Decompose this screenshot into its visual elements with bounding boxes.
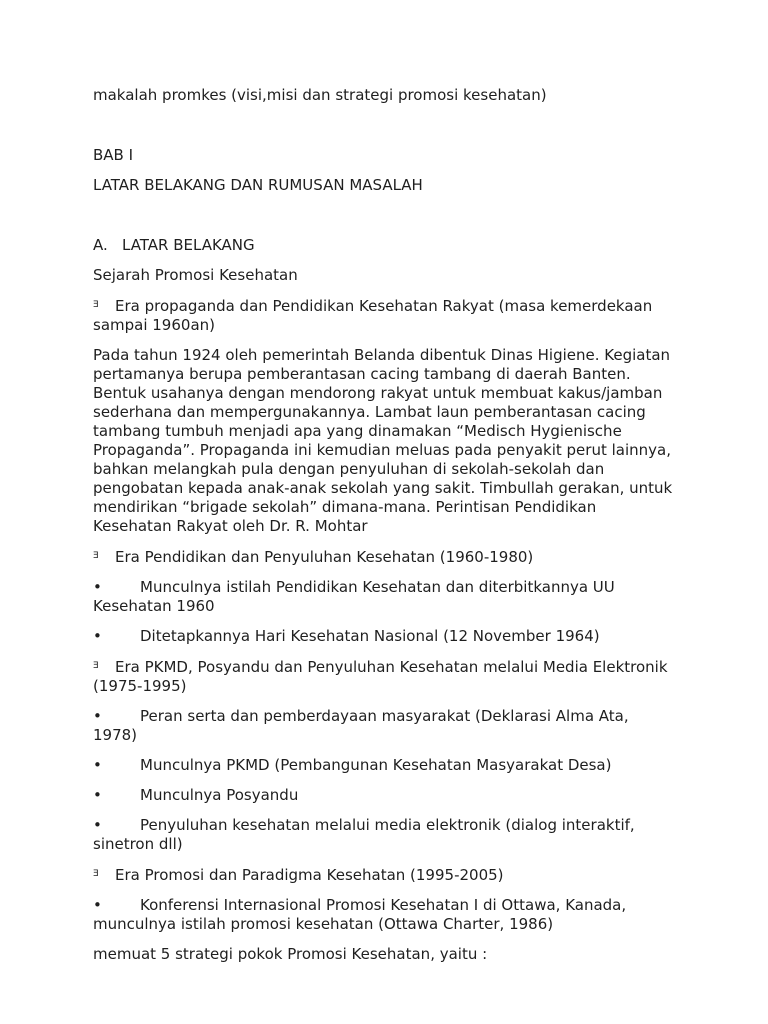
- bullet-item: [93, 627, 677, 646]
- bullet-icon: •: [93, 896, 102, 914]
- bullet-item-text: Munculnya Posyandu: [140, 786, 299, 804]
- subsection-title: Sejarah Promosi Kesehatan: [93, 266, 298, 284]
- section-label: A.: [93, 236, 108, 254]
- paragraph: memuat 5 strategi pokok Promosi Kesehatan, yaitu :: [93, 945, 488, 963]
- bullet-item-text: Konferensi Internasional Promosi Kesehatan I di Ottawa, Kanada, munculnya istilah promosi kesehatan (Ottawa Charter, 1986): [93, 896, 627, 933]
- bullet-item: [93, 756, 677, 775]
- bullet-item: [93, 707, 677, 745]
- bullet-item: [93, 578, 677, 616]
- bullet-icon: •: [93, 786, 102, 804]
- section-heading: [93, 236, 677, 255]
- bullet-item: [93, 816, 677, 854]
- era-item-text: Era Pendidikan dan Penyuluhan Kesehatan (1960-1980): [115, 548, 534, 566]
- bullet-icon: •: [93, 578, 102, 596]
- bullet-item: [93, 786, 677, 805]
- bullet-item-text: Munculnya PKMD (Pembangunan Kesehatan Masyarakat Desa): [140, 756, 612, 774]
- era-marker-icon: Ǝ: [93, 300, 99, 310]
- bullet-icon: •: [93, 707, 102, 725]
- bullet-item: [93, 896, 677, 934]
- era-marker-icon: Ǝ: [93, 661, 99, 671]
- bullet-icon: •: [93, 627, 102, 645]
- era-item-text: Era PKMD, Posyandu dan Penyuluhan Kesehatan melalui Media Elektronik (1975-1995): [93, 658, 668, 695]
- chapter-subheading: LATAR BELAKANG DAN RUMUSAN MASALAH: [93, 176, 423, 194]
- document-title: makalah promkes (visi,misi dan strategi promosi kesehatan): [93, 86, 547, 104]
- era-item-text: Era Promosi dan Paradigma Kesehatan (1995-2005): [115, 866, 504, 884]
- era-marker-icon: Ǝ: [93, 869, 99, 879]
- era-item: [93, 547, 677, 567]
- era-item: [93, 657, 677, 696]
- era-item: [93, 865, 677, 885]
- paragraph: Pada tahun 1924 oleh pemerintah Belanda dibentuk Dinas Higiene. Kegiatan pertamanya berupa pemberantasan cacing tambang di daerah Banten. Bentuk usahanya dengan mendorong rakyat untuk membuat kakus/jamban sederhana dan mempergunakannya. Lambat laun pemberantasan cacing tambang tumbuh menjadi apa yang dinamakan “Medisch Hygienische Propaganda”. Propaganda ini kemudian meluas pada penyakit perut lainnya, bahkan melangkah pula dengan penyuluhan di sekolah-sekolah dan pengobatan kepada anak-anak sekolah yang sakit. Timbullah gerakan, untuk mendirikan “brigade sekolah” dimana-mana. Perintisan Pendidikan Kesehatan Rakyat oleh Dr. R. Mohtar: [93, 346, 673, 535]
- section-title: LATAR BELAKANG: [122, 236, 255, 254]
- bullet-icon: •: [93, 756, 102, 774]
- bullet-icon: •: [93, 816, 102, 834]
- bullet-item-text: Peran serta dan pemberdayaan masyarakat (Deklarasi Alma Ata, 1978): [93, 707, 629, 744]
- era-item-text: Era propaganda dan Pendidikan Kesehatan Rakyat (masa kemerdekaan sampai 1960an): [93, 297, 653, 334]
- document-body: [93, 86, 677, 964]
- era-marker-icon: Ǝ: [93, 551, 99, 561]
- bullet-item-text: Munculnya istilah Pendidikan Kesehatan dan diterbitkannya UU Kesehatan 1960: [93, 578, 615, 615]
- era-item: [93, 296, 677, 335]
- chapter-heading: BAB I: [93, 146, 134, 164]
- bullet-item-text: Ditetapkannya Hari Kesehatan Nasional (12 November 1964): [140, 627, 600, 645]
- bullet-item-text: Penyuluhan kesehatan melalui media elektronik (dialog interaktif, sinetron dll): [93, 816, 635, 853]
